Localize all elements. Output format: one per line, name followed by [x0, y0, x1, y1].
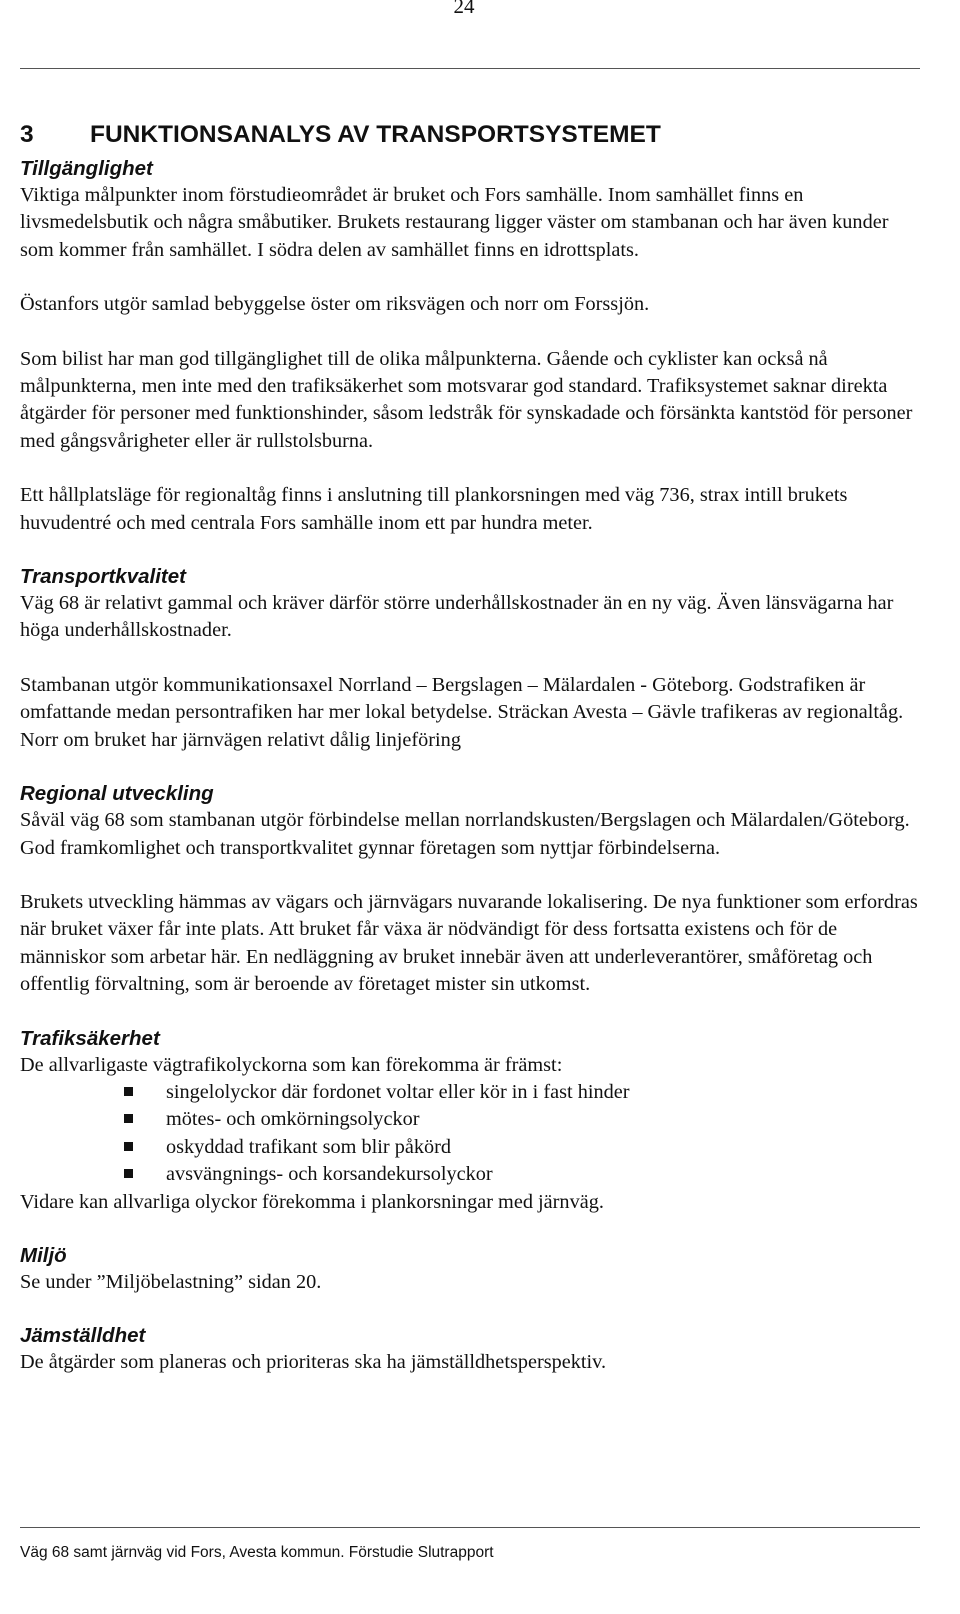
- section-heading-jamstalldhet: Jämställdhet: [20, 1324, 146, 1348]
- paragraph: Väg 68 är relativt gammal och kräver därför större underhållskostnader än en ny väg. Även länsvägarna har höga underhållskostnader.: [20, 592, 894, 642]
- square-bullet-icon: [124, 1142, 133, 1151]
- section-heading-trafiksakerhet: Trafiksäkerhet: [20, 1026, 160, 1050]
- paragraph: Stambanan utgör kommunikationsaxel Norrland – Bergslagen – Mälardalen - Göteborg. Godstrafiken är omfattande medan persontrafiken har mer lokal betydelse. Sträckan Avesta – Gävle trafikeras av regionaltåg. Norr om bruket har järnvägen relativt dålig linjeföring: [20, 673, 904, 751]
- square-bullet-icon: [124, 1169, 133, 1178]
- footer-rule: [20, 1527, 920, 1528]
- section-heading-miljo: Miljö: [20, 1243, 67, 1267]
- list-item: avsvängnings- och korsandekursolyckor: [122, 1161, 920, 1188]
- section-heading-tillganglighet: Tillgänglighet: [20, 157, 153, 180]
- square-bullet-icon: [124, 1087, 133, 1096]
- paragraph: De åtgärder som planeras och prioriteras ska ha jämställdhetsperspektiv.: [20, 1351, 607, 1374]
- paragraph: De allvarligaste vägtrafikolyckorna som kan förekomma är främst:: [20, 1053, 563, 1076]
- section-heading-transportkvalitet: Transportkvalitet: [20, 565, 186, 589]
- document-body: [20, 114, 920, 1377]
- page-number: 24: [453, 0, 475, 18]
- paragraph: Ett hållplatsläge för regionaltåg finns i anslutning till plankorsningen med väg 736, strax intill brukets huvudentré och med centrala Fors samhälle inom ett par hundra meter.: [20, 484, 848, 534]
- accident-type-list: [20, 1079, 920, 1189]
- list-item: oskyddad trafikant som blir påkörd: [122, 1134, 920, 1161]
- paragraph: Som bilist har man god tillgänglighet till de olika målpunkterna. Gående och cyklister kan också nå målpunkterna, men inte med den trafiksäkerhet som motsvarar god standard. Trafiksystemet saknar direkta åtgärder för personer med funktionshinder, såsom ledstråk för synskadade och försänkta kantstöd för personer med gångsvårigheter eller är rullstolsburna.: [20, 347, 913, 452]
- footer-text: Väg 68 samt järnväg vid Fors, Avesta kommun. Förstudie Slutrapport: [20, 1544, 494, 1561]
- paragraph: Se under ”Miljöbelastning” sidan 20.: [20, 1270, 322, 1293]
- square-bullet-icon: [124, 1114, 133, 1123]
- header-rule: [20, 68, 920, 69]
- list-item: mötes- och omkörningsolyckor: [122, 1106, 920, 1133]
- paragraph: Viktiga målpunkter inom förstudieområdet är bruket och Fors samhälle. Inom samhället finns en livsmedelsbutik och några småbutiker. Brukets restaurang ligger väster om stambanan och har även kunder som kommer från samhället. I södra delen av samhället finns en idrottsplats.: [20, 184, 889, 261]
- chapter-number: 3: [20, 121, 34, 148]
- list-item: singelolyckor där fordonet voltar eller kör in i fast hinder: [122, 1079, 920, 1106]
- paragraph: Östanfors utgör samlad bebyggelse öster om riksvägen och norr om Forssjön.: [20, 293, 650, 316]
- section-heading-regional-utveckling: Regional utveckling: [20, 782, 214, 806]
- paragraph: Brukets utveckling hämmas av vägars och järnvägars nuvarande lokalisering. De nya funktioner som erfordras när bruket växer får inte plats. Att bruket får växa är nödvändigt för dess fortsatta existens och för de människor som arbetar här. En nedläggning av bruket innebär även att underleverantörer, småföretag och offentlig förvaltning, som är beroende av företaget mister sin utkomst.: [20, 890, 918, 996]
- paragraph: Vidare kan allvarliga olyckor förekomma i plankorsningar med järnväg.: [20, 1190, 604, 1213]
- chapter-title: FUNKTIONSANALYS AV TRANSPORTSYSTEMET: [90, 121, 661, 148]
- paragraph: Såväl väg 68 som stambanan utgör förbindelse mellan norrlandskusten/Bergslagen och Mälardalen/Göteborg. God framkomlighet och transportkvalitet gynnar företagen som nyttjar förbindelserna.: [20, 809, 910, 859]
- chapter-heading: [20, 114, 920, 156]
